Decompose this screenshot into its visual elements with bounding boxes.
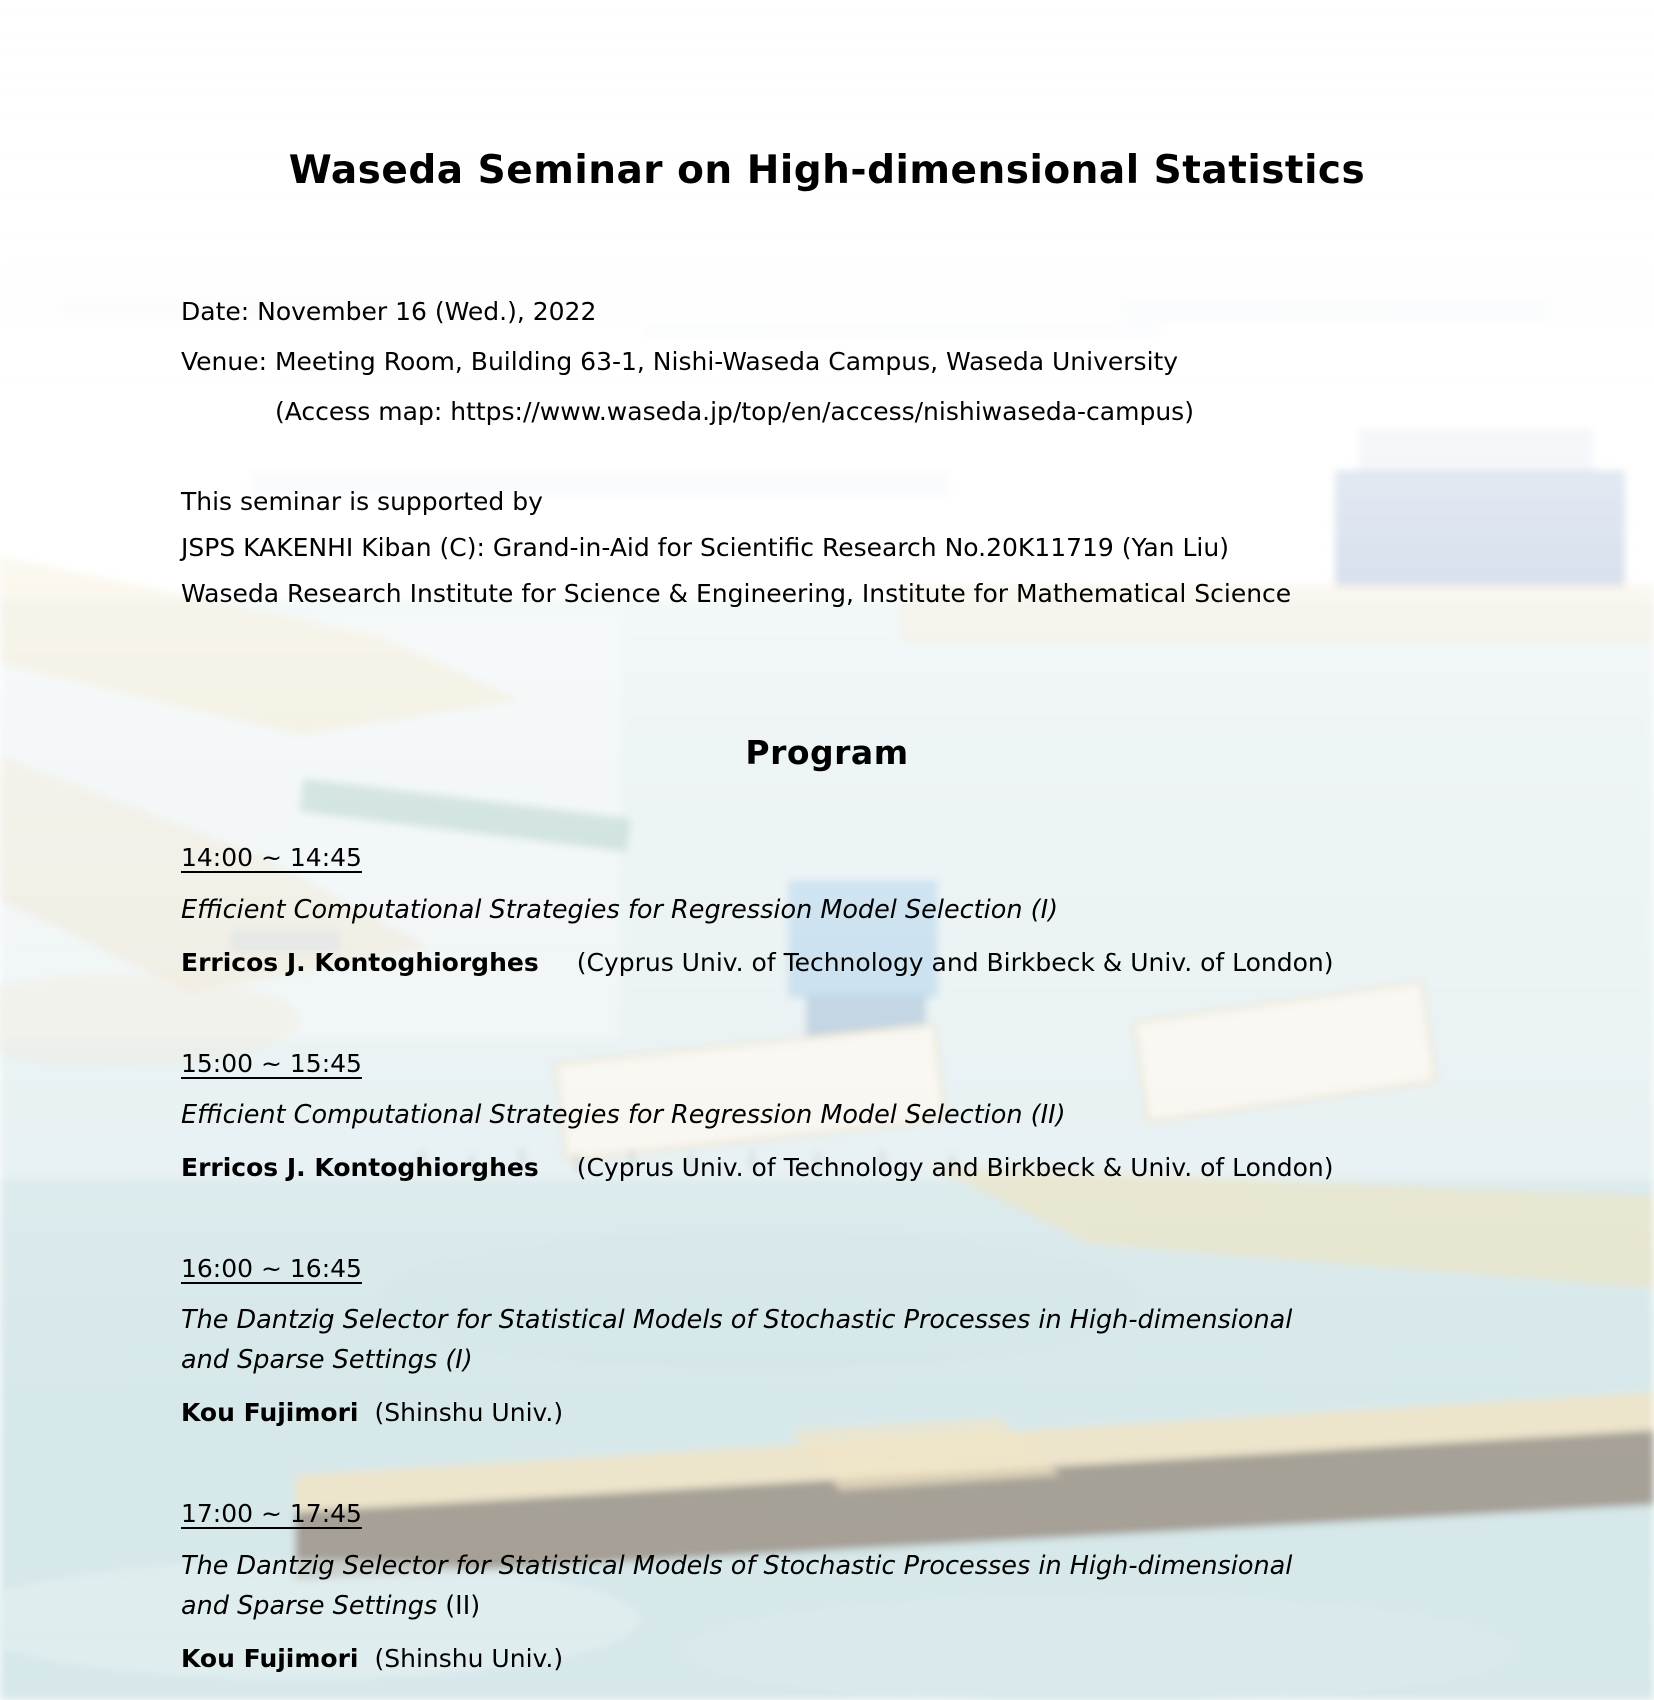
event-info (181, 287, 1534, 437)
session-4-speaker: Kou Fujimori (181, 1643, 359, 1673)
session-4-title-line2: and Sparse Settings (181, 1590, 438, 1621)
session-3-speaker: Kou Fujimori (181, 1398, 359, 1428)
support-intro: This seminar is supported by (181, 486, 543, 516)
session-4-affiliation: (Shinshu Univ.) (374, 1643, 564, 1673)
session-1 (181, 842, 1534, 979)
session-3-title-line2: and Sparse Settings (I) (181, 1345, 473, 1376)
support-acknowledgement (181, 479, 1534, 617)
session-1-time: 14:00 ~ 14:45 (181, 843, 362, 873)
session-2-title-line1: Efficient Computational Strategies for Regression Model Selection (II) (181, 1100, 1066, 1131)
session-3-title-line1: The Dantzig Selector for Statistical Models of Stochastic Processes in High-dimensional (181, 1305, 1293, 1336)
session-4-speaker-line (181, 1642, 1534, 1676)
session-1-title (181, 890, 1534, 930)
support-grant: JSPS KAKENHI Kiban (C): Grand-in-Aid for Scientific Research No.20K11719 (Yan Liu) (181, 532, 1229, 562)
session-1-speaker-line (181, 946, 1534, 980)
session-3-affiliation: (Shinshu Univ.) (374, 1398, 564, 1428)
session-4-title-line1: The Dantzig Selector for Statistical Models of Stochastic Processes in High-dimensional (181, 1550, 1293, 1581)
session-2-time: 15:00 ~ 15:45 (181, 1048, 362, 1078)
session-4 (181, 1498, 1534, 1675)
session-3-time: 16:00 ~ 16:45 (181, 1253, 362, 1283)
program-heading: Program (745, 732, 909, 772)
page-title: Waseda Seminar on High-dimensional Statistics (288, 148, 1366, 193)
session-4-title (181, 1546, 1534, 1626)
session-3 (181, 1253, 1534, 1430)
session-2-affiliation: (Cyprus Univ. of Technology and Birkbeck & Univ. of London) (576, 1153, 1334, 1183)
session-1-speaker: Erricos J. Kontoghiorghes (181, 947, 539, 977)
session-1-affiliation: (Cyprus Univ. of Technology and Birkbeck & Univ. of London) (576, 947, 1334, 977)
session-4-title-suffix: (II) (445, 1590, 481, 1621)
event-date: Date: November 16 (Wed.), 2022 (181, 296, 597, 326)
session-3-speaker-line (181, 1396, 1534, 1430)
session-1-title-line1: Efficient Computational Strategies for Regression Model Selection (I) (181, 894, 1059, 925)
session-2-speaker-line (181, 1151, 1534, 1185)
program-sessions (181, 842, 1534, 1675)
session-2 (181, 1048, 1534, 1185)
access-map-note: (Access map: https://www.waseda.jp/top/en/access/nishiwaseda-campus) (275, 396, 1194, 426)
session-2-speaker: Erricos J. Kontoghiorghes (181, 1153, 539, 1183)
support-institute: Waseda Research Institute for Science & Engineering, Institute for Mathematical Science (181, 578, 1292, 608)
session-2-title (181, 1095, 1534, 1135)
session-3-title (181, 1300, 1534, 1380)
session-4-time: 17:00 ~ 17:45 (181, 1499, 362, 1529)
event-venue: Venue: Meeting Room, Building 63-1, Nishi-Waseda Campus, Waseda University (181, 346, 1179, 376)
